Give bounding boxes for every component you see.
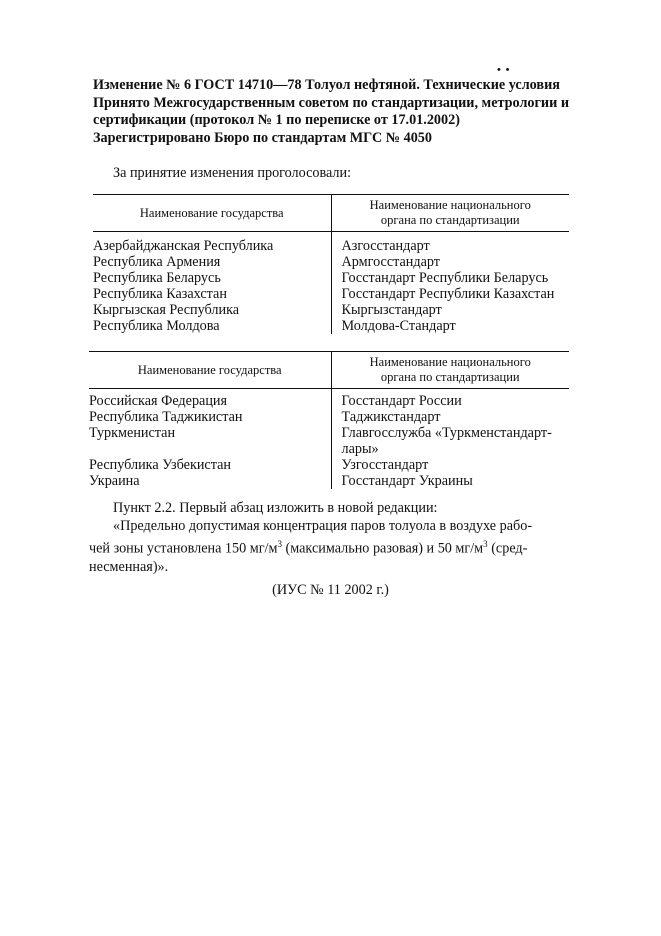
- organ-cell: Госстандарт Республики Беларусь: [341, 270, 549, 286]
- organ-cell: Армгосстандарт: [341, 254, 440, 270]
- column-header-state: Наименование государства: [89, 352, 331, 389]
- superscript: 3: [277, 539, 282, 549]
- vote-intro: За принятие изменения проголосовали:: [113, 165, 352, 181]
- amendment-text: [89, 499, 569, 576]
- table-row: [89, 441, 569, 457]
- organ-cell: Кыргызстандарт: [341, 302, 442, 318]
- superscript: 3: [483, 539, 488, 549]
- adoption-line: Принято Межгосударственным советом по стандартизации, метрологии и: [93, 94, 570, 111]
- amendment-point: Пункт 2.2. Первый абзац изложить в новой редакции:: [113, 500, 438, 516]
- table-row: [93, 318, 569, 334]
- table-row: [93, 270, 569, 286]
- amendment-quote-line2: [89, 535, 569, 558]
- state-cell: Кыргызская Республика: [93, 302, 331, 318]
- table-row: [89, 393, 569, 409]
- states-table-1: [93, 194, 569, 334]
- column-header-organ: [331, 195, 569, 232]
- organ-cell: Госстандарт Украины: [341, 473, 473, 489]
- organ-cell: Госстандарт России: [341, 393, 462, 409]
- protocol-line: сертификации (протокол № 1 по переписке от 17.01.2002): [93, 112, 460, 128]
- state-cell: Республика Молдова: [93, 318, 331, 334]
- state-cell: Республика Таджикистан: [89, 409, 331, 425]
- registration-line: Зарегистрировано Бюро по стандартам МГС № 4050: [93, 129, 432, 146]
- organ-cell: Азгосстандарт: [341, 238, 430, 254]
- table-row: [93, 286, 569, 302]
- organ-cell: Госстандарт Республики Казахстан: [341, 286, 555, 302]
- amendment-quote-line3: несменная)».: [89, 558, 169, 575]
- organ-cell: Узгосстандарт: [341, 457, 429, 473]
- state-cell: Республика Армения: [93, 254, 331, 270]
- state-cell: Республика Беларусь: [93, 270, 331, 286]
- source-reference: (ИУС № 11 2002 г.): [272, 582, 389, 598]
- column-header-organ-line1: Наименование национального: [369, 198, 531, 212]
- state-cell: [89, 441, 331, 457]
- page-mark: • •: [497, 64, 511, 76]
- amendment-header: [93, 77, 571, 147]
- amendment-title: Изменение № 6 ГОСТ 14710—78 Толуол нефтяной. Технические условия: [93, 77, 560, 93]
- organ-cell: Главгосслужба «Туркменстандарт-: [341, 425, 552, 441]
- column-header-organ-line1: Наименование национального: [369, 355, 531, 369]
- quote-text: (максимально разовая) и 50 мг/м: [281, 540, 484, 557]
- state-cell: Украина: [89, 473, 331, 489]
- state-cell: Российская Федерация: [89, 393, 331, 409]
- column-header-organ-line2: органа по стандартизации: [380, 213, 520, 227]
- table-row: [93, 238, 569, 254]
- states-table-2: [89, 351, 569, 489]
- amendment-quote-line1: «Предельно допустимая концентрация паров толуола в воздухе рабо-: [113, 518, 533, 534]
- organ-cell: лары»: [341, 441, 379, 457]
- table-row: [89, 409, 569, 425]
- column-header-state: Наименование государства: [93, 195, 331, 232]
- table-row: [89, 457, 569, 473]
- column-header-organ-line2: органа по стандартизации: [380, 370, 520, 384]
- table-row: [93, 254, 569, 270]
- state-cell: Азербайджанская Республика: [93, 238, 331, 254]
- organ-cell: Таджикстандарт: [341, 409, 441, 425]
- state-cell: Республика Казахстан: [93, 286, 331, 302]
- quote-text: чей зоны установлена 150 мг/м: [89, 540, 278, 557]
- table-row: [89, 473, 569, 489]
- quote-text: (сред-: [487, 540, 528, 557]
- table-row: [93, 302, 569, 318]
- organ-cell: Молдова-Стандарт: [341, 318, 456, 334]
- state-cell: Туркменистан: [89, 425, 331, 441]
- state-cell: Республика Узбекистан: [89, 457, 331, 473]
- column-header-organ: [331, 352, 569, 389]
- table-row: [89, 425, 569, 441]
